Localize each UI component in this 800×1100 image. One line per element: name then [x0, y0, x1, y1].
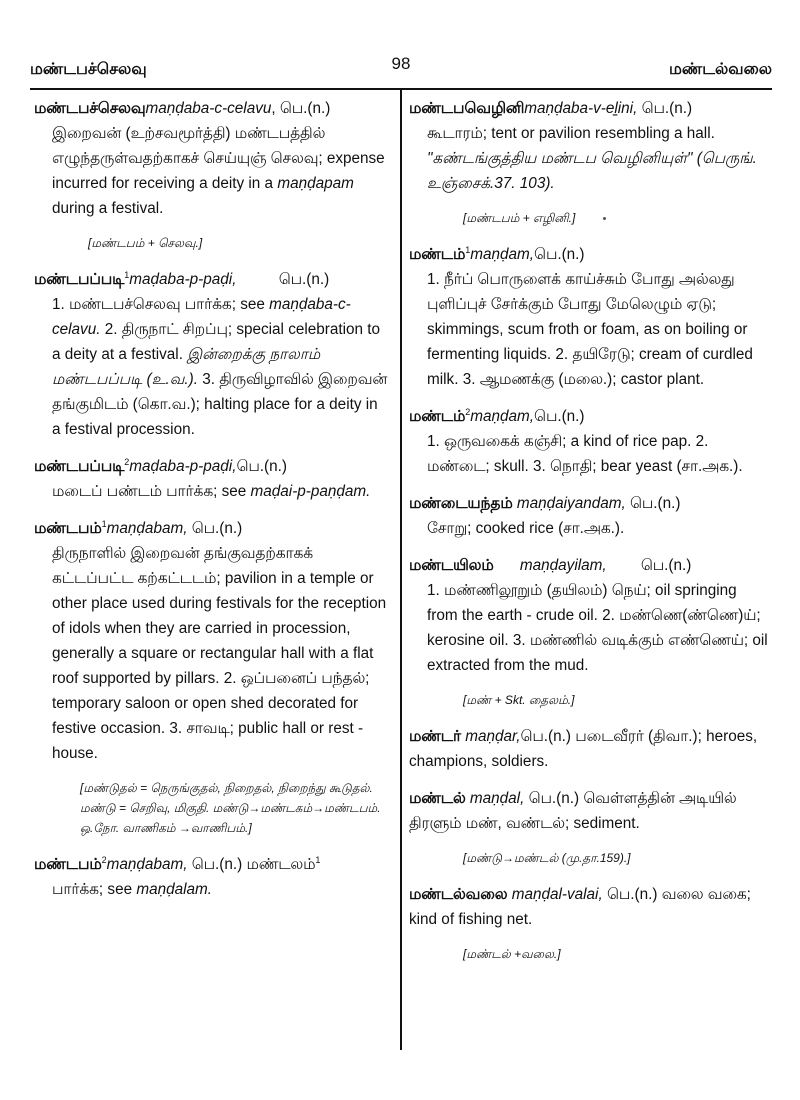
column-divider	[400, 90, 402, 1050]
definition: 1. நீர்ப் பொருளைக் காய்ச்சும் போது அல்லது புளிப்புச் சேர்க்கும் போது மேலெழும் ஏடு; skimmings, scum froth or foam, as on boiling or fermenting liquids. 2. தயிரேடு; cream of curdled milk. 3. ஆமணக்கு (மலை.); castor plant.	[427, 271, 753, 388]
transliteration: maṇḍal-valai,	[511, 886, 603, 903]
transliteration: maṇḍayilam,	[519, 557, 607, 574]
headword: மண்டபம்	[34, 520, 102, 537]
part-of-speech: பெ.(n.)	[236, 458, 287, 475]
transliteration: maṇḍaiyandam,	[516, 495, 626, 512]
dictionary-entry: மண்டபம்$^2$maṇḍabam, பெ.(n.) மண்டலம்$^1$ பார்க்க; see maṇḍalam.	[34, 852, 390, 902]
part-of-speech: பெ.(n.)	[191, 520, 243, 537]
headword: மண்டையந்தம்	[409, 495, 513, 512]
left-column	[34, 96, 390, 914]
dictionary-entry: மண்டபப்படி$^2$maḍaba-p-paḍi,பெ.(n.) மடைப் பண்டம் பார்க்க; see maḍai-p-paṇḍam.	[34, 454, 390, 504]
part-of-speech: பெ.(n.)	[528, 790, 580, 807]
definition: 1. மண்டபச்செலவு பார்க்க; see maṇḍaba-c-celavu. 2. திருநாட் சிறப்பு; special celebration to a deity at a festival. இன்றைக்கு நாலாம் மண்டபப்படி (உ.வ.). 3. திருவிழாவில் இறைவன் தங்குமிடம் (கொ.வ.); halting place for a deity in a festival procession.	[52, 296, 388, 438]
headword: மண்டல்வலை	[409, 886, 508, 903]
headword: மண்டபச்செலவு	[34, 100, 146, 117]
dictionary-entry: மண்டர் maṇḍar,பெ.(n.) படைவீரர் (திவா.); heroes, champions, soldiers.	[409, 728, 758, 770]
transliteration: maṇḍaba-c-celavu	[145, 100, 272, 117]
headword: மண்டபவெழினி	[409, 100, 525, 117]
etymology: [மண்டபம் + எழினி.]	[463, 208, 769, 228]
transliteration: maṇḍar,	[465, 728, 521, 745]
definition: 1. ஒருவகைக் கஞ்சி; a kind of rice pap. 2. மண்டை; skull. 3. நொதி; bear yeast (சா.அக.).	[427, 433, 743, 475]
dictionary-entry: மண்டபம்$^1$maṇḍabam, பெ.(n.) திருநாளில் இறைவன் தங்குவதற்காகக் கட்டப்பட்ட கற்கட்டடம்; pavilion in a temple or other place used during festivals for the reception of idols when they are carried in procession, generally a square or rectangular hall with a flat roof supported by pillars. 2. ஒப்பனைப் பந்தல்; temporary saloon or open shed decorated for festive occasion. 3. சாவடி; public hall or rest - house.	[34, 516, 390, 766]
dictionary-entry: மண்டல் maṇḍal, பெ.(n.) வெள்ளத்தின் அடியில் திரளும் மண், வண்டல்; sediment.	[409, 790, 737, 832]
etymology: [மண்டுதல் = நெருங்குதல், நிறைதல், நிறைந்து கூடுதல். மண்டு = செறிவு, மிகுதி. மண்டு→மண்டகம்→மண்டபம். ஒ.நோ. வாணிகம் →வாணிபம்.]	[80, 781, 381, 835]
stray-dot	[603, 217, 606, 220]
headword: மண்டம்	[409, 408, 466, 425]
dictionary-entry	[409, 491, 769, 541]
definition: சோறு; cooked rice (சா.அக.).	[427, 520, 625, 537]
part-of-speech: பெ.(n.)	[278, 271, 330, 288]
right-column	[409, 96, 769, 978]
part-of-speech: பெ.(n.)	[520, 728, 571, 745]
dictionary-entry: மண்டம்$^1$maṇḍam,பெ.(n.) 1. நீர்ப் பொருளைக் காய்ச்சும் போது அல்லது புளிப்புச் சேர்க்கும் போது மேலெழும் ஏடு; skimmings, scum froth or foam, as on boiling or fermenting liquids. 2. தயிரேடு; cream of curdled milk. 3. ஆமணக்கு (மலை.); castor plant.	[409, 242, 769, 392]
part-of-speech: பெ.(n.)	[534, 246, 585, 263]
dictionary-entry	[409, 553, 769, 678]
part-of-speech: பெ.(n.)	[629, 495, 681, 512]
header-left-guideword: மண்டபச்செலவு	[30, 61, 147, 78]
transliteration: maṇḍam,	[470, 246, 535, 263]
citation-quote: "கண்டங்குத்திய மண்டப வெழினியுள்" (பெருங். உஞ்சைக்.37. 103).	[427, 150, 757, 192]
part-of-speech: பெ.(n.)	[640, 557, 692, 574]
headword: மண்டபப்படி	[34, 271, 125, 288]
headword: மண்டம்	[409, 246, 466, 263]
headword: மண்டர்	[409, 728, 461, 745]
transliteration: maṇḍam,	[470, 408, 535, 425]
transliteration: maṇḍabam,	[106, 520, 188, 537]
dictionary-entry: மண்டல்வலை maṇḍal-valai, பெ.(n.) வலை வகை; kind of fishing net.	[409, 886, 751, 928]
etymology: [மண் + Skt. தைலம்.]	[463, 693, 575, 707]
etymology: [மண்டு→மண்டல் (மு.தா.159).]	[463, 851, 631, 865]
dictionary-entry: மண்டபப்படி$^1$maḍaba-p-paḍi, பெ.(n.) 1. மண்டபச்செலவு பார்க்க; see maṇḍaba-c-celavu. 2. திருநாட் சிறப்பு; special celebration to a deity at a festival. இன்றைக்கு நாலாம் மண்டபப்படி (உ.வ.). 3. திருவிழாவில் இறைவன் தங்குமிடம் (கொ.வ.); halting place for a deity in a festival procession.	[34, 267, 390, 442]
definition: திருநாளில் இறைவன் தங்குவதற்காகக் கட்டப்பட்ட கற்கட்டடம்; pavilion in a temple or other place used during festivals for the reception of idols when they are carried in procession, generally a square or rectangular hall with a flat roof supported by pillars. 2. ஒப்பனைப் பந்தல்; temporary saloon or open shed decorated for festive occasion. 3. சாவடி; public hall or rest - house.	[52, 545, 387, 762]
transliteration: maṇḍabam,	[106, 856, 188, 873]
part-of-speech: , பெ.(n.)	[271, 100, 331, 117]
headword: மண்டபம்	[34, 856, 102, 873]
definition: பார்க்க; see maṇḍalam.	[52, 881, 213, 898]
header-right-guideword: மண்டல்வலை	[669, 61, 772, 78]
etymology: [மண்டல் +வலை.]	[463, 947, 561, 961]
definition: இறைவன் (உற்சவமூர்த்தி) மண்டபத்தில் எழுந்தருள்வதற்காகச் செய்யுஞ் செலவு; expense incurred for receiving a deity in a maṇḍapam during a festival.	[52, 125, 385, 217]
transliteration: maṇḍaba-v-eḻini,	[524, 100, 638, 117]
headword: மண்டயிலம்	[409, 557, 494, 574]
etymology: [மண்டபம் + செலவு.]	[88, 236, 203, 250]
dictionary-entry: மண்டம்$^2$maṇḍam,பெ.(n.) 1. ஒருவகைக் கஞ்சி; a kind of rice pap. 2. மண்டை; skull. 3. நொதி; bear yeast (சா.அக.).	[409, 404, 769, 479]
page-header	[30, 52, 772, 84]
definition: கூடாரம்; tent or pavilion resembling a hall. "கண்டங்குத்திய மண்டப வெழினியுள்" (பெருங். உஞ்சைக்.37. 103).	[427, 125, 757, 192]
headword: மண்டல்	[409, 790, 466, 807]
page-number: 98	[391, 54, 411, 73]
headword: மண்டபப்படி	[34, 458, 125, 475]
part-of-speech: பெ.(n.)	[641, 100, 693, 117]
transliteration: maḍaba-p-paḍi,	[129, 458, 237, 475]
definition: 1. மண்ணிலூறும் (தயிலம்) நெய்; oil springing from the earth - crude oil. 2. மண்ணெ(ண்ணெ)ய்; kerosine oil. 3. மண்ணில் வடிக்கும் எண்ணெய்; oil extracted from the mud.	[427, 582, 768, 674]
part-of-speech: பெ.(n.)	[534, 408, 585, 425]
transliteration: maḍaba-p-paḍi,	[129, 271, 237, 288]
definition: மடைப் பண்டம் பார்க்க; see maḍai-p-paṇḍam.	[52, 483, 371, 500]
dictionary-entry	[34, 96, 390, 221]
part-of-speech: பெ.(n.)	[191, 856, 243, 873]
transliteration: maṇḍal,	[469, 790, 525, 807]
part-of-speech: பெ.(n.)	[606, 886, 658, 903]
dictionary-entry	[409, 96, 769, 196]
